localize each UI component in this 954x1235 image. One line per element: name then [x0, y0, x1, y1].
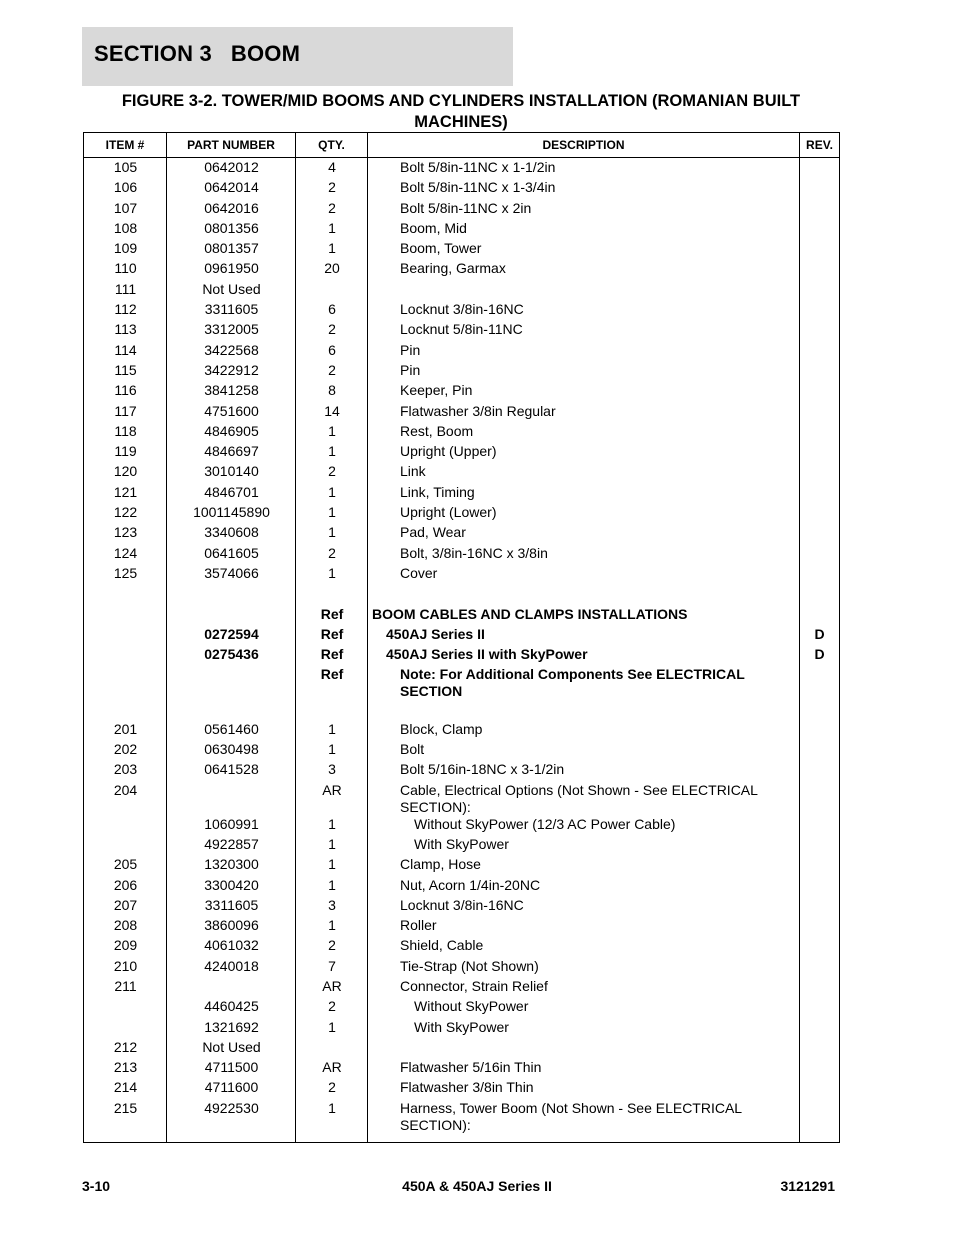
table-row [84, 179, 839, 199]
row-rev [800, 816, 839, 836]
row-rev [800, 856, 839, 876]
row-item-number: 120 [113, 463, 138, 480]
row-rev [800, 382, 839, 402]
row-item-number [84, 998, 167, 1018]
row-description: Note: For Additional Components See ELECTRICAL SECTION [400, 666, 745, 700]
row-rev [800, 741, 839, 761]
row-description: Flatwasher 3/8in Thin [400, 1079, 534, 1096]
row-qty: 1 [328, 564, 336, 581]
row-description: Bolt, 3/8in-16NC x 3/8in [400, 544, 548, 561]
row-qty [296, 585, 368, 605]
row-qty: 8 [328, 382, 336, 399]
row-item-number: 215 [113, 1099, 138, 1116]
table-row [84, 342, 839, 362]
row-part-number: 0272594 [204, 625, 259, 642]
row-qty: 2 [328, 544, 336, 561]
row-rev [800, 524, 839, 544]
row-item-number: 212 [113, 1038, 138, 1055]
table-row [84, 1059, 839, 1079]
row-rev [800, 666, 839, 700]
row-item-number: 208 [113, 917, 138, 934]
row-part-number: 0642016 [204, 199, 259, 216]
row-description: Upright (Upper) [400, 443, 497, 460]
row-qty: 7 [328, 957, 336, 974]
row-description: Link [400, 463, 426, 480]
footer-page-number: 3-10 [82, 1178, 111, 1194]
row-part-number: 1060991 [204, 815, 259, 832]
row-description [368, 585, 800, 605]
row-description: Rest, Boom [400, 422, 474, 439]
row-rev [800, 606, 839, 626]
row-part-number: 3010140 [204, 463, 259, 480]
row-rev [800, 700, 839, 720]
row-rev [800, 937, 839, 957]
row-item-number: 209 [113, 937, 138, 954]
table-row [84, 524, 839, 544]
row-part-number [167, 666, 296, 700]
row-rev [800, 1059, 839, 1079]
row-qty: 1 [328, 504, 336, 521]
row-item-number: 112 [114, 301, 137, 318]
row-rev [800, 362, 839, 382]
row-item-number: 202 [113, 741, 138, 758]
row-part-number: 0961950 [204, 260, 259, 277]
row-description: 450AJ Series II [386, 625, 485, 642]
table-row [84, 937, 839, 957]
row-part-number: 0642012 [204, 159, 259, 175]
row-qty: 2 [328, 937, 336, 954]
row-item-number: 203 [113, 761, 138, 778]
footer-model: 450A & 450AJ Series II [402, 1178, 552, 1194]
row-item-number: 115 [114, 361, 137, 378]
row-item-number: 110 [114, 260, 137, 277]
row-part-number: 0630498 [204, 741, 259, 758]
row-item-number [84, 666, 167, 700]
row-part-number: 0641605 [204, 544, 259, 561]
row-rev [800, 260, 839, 280]
row-item-number [84, 646, 167, 666]
row-item-number: 121 [113, 483, 138, 500]
table-row [84, 545, 839, 565]
row-rev [800, 443, 839, 463]
row-rev [800, 585, 839, 605]
row-part-number: 0561460 [204, 720, 259, 737]
row-qty: 1 [328, 720, 336, 737]
row-item-number: 119 [114, 443, 137, 460]
row-part-number: 3574066 [204, 564, 259, 581]
row-item-number: 113 [114, 321, 137, 338]
table-row [84, 877, 839, 897]
row-part-number: 4240018 [204, 957, 259, 974]
table-row [84, 816, 839, 836]
figure-title: FIGURE 3-2. TOWER/MID BOOMS AND CYLINDERS INSTALLATION (ROMANIAN BUILT MACHINES) [121, 92, 801, 131]
row-rev [800, 301, 839, 321]
row-item-number: 118 [114, 422, 137, 439]
row-part-number [167, 585, 296, 605]
row-rev [800, 545, 839, 565]
row-item-number [84, 1019, 167, 1039]
row-item-number [84, 585, 167, 605]
row-description: Upright (Lower) [400, 504, 497, 521]
row-part-number: 3422912 [204, 361, 259, 378]
row-part-number: 4846905 [204, 422, 259, 439]
row-description: With SkyPower [414, 835, 509, 852]
row-rev [800, 281, 839, 301]
table-row [84, 463, 839, 483]
row-description: Link, Timing [400, 483, 475, 500]
row-qty: 2 [328, 361, 336, 378]
row-item-number: 123 [113, 524, 138, 541]
row-part-number [167, 782, 296, 816]
row-item-number: 106 [113, 179, 138, 196]
row-item-number: 116 [114, 382, 137, 399]
table-row [84, 1039, 839, 1059]
row-rev [800, 782, 839, 816]
row-item-number: 108 [113, 219, 138, 236]
row-rev [800, 159, 839, 179]
section-header [82, 27, 513, 86]
row-description: Flatwasher 3/8in Regular [400, 402, 556, 419]
row-qty: Ref [320, 666, 344, 683]
row-qty: 14 [324, 402, 340, 419]
table-row [84, 200, 839, 220]
row-description: Bolt 5/8in-11NC x 1-1/2in [400, 159, 556, 175]
row-item-number: 105 [113, 159, 138, 175]
row-description: Locknut 3/8in-16NC [400, 896, 524, 913]
row-item-number [84, 626, 167, 646]
row-description: Shield, Cable [400, 937, 484, 954]
row-description: Bearing, Garmax [400, 260, 506, 277]
parts-table [83, 132, 840, 1143]
row-qty: 1 [328, 240, 336, 257]
row-part-number: 3300420 [204, 876, 259, 893]
row-description: Bolt 5/8in-11NC x 1-3/4in [400, 179, 556, 196]
row-item-number: 117 [114, 402, 137, 419]
row-description: Roller [400, 917, 437, 934]
table-header [84, 133, 839, 158]
table-row [84, 958, 839, 978]
row-part-number: 1320300 [204, 856, 259, 873]
row-description: Bolt [400, 741, 425, 758]
row-qty: 1 [328, 741, 336, 758]
row-item-number: 125 [113, 564, 138, 581]
row-description: Boom, Mid [400, 219, 467, 236]
row-qty: 1 [328, 422, 336, 439]
table-row [84, 917, 839, 937]
row-rev [800, 403, 839, 423]
row-qty: 3 [328, 896, 336, 913]
table-row [84, 897, 839, 917]
row-description: Without SkyPower [414, 998, 529, 1015]
row-qty: 1 [328, 917, 336, 934]
row-description: Cover [400, 564, 438, 581]
row-description: Harness, Tower Boom (Not Shown - See ELECTRICAL SECTION): [400, 1099, 742, 1133]
row-description: Block, Clamp [400, 720, 483, 737]
row-qty: 2 [328, 463, 336, 480]
row-qty: 2 [328, 179, 336, 196]
row-rev [800, 958, 839, 978]
header-qty: QTY. [296, 133, 368, 157]
row-description: Keeper, Pin [400, 382, 473, 399]
header-part-number: PART NUMBER [167, 133, 296, 157]
row-qty [296, 281, 368, 301]
table-row [84, 443, 839, 463]
row-qty [296, 1039, 368, 1059]
row-qty: 6 [328, 301, 336, 318]
row-qty: 1 [328, 856, 336, 873]
table-row [84, 978, 839, 998]
row-item-number: 114 [114, 341, 137, 358]
row-qty [296, 700, 368, 720]
row-rev [800, 321, 839, 341]
row-description: Tie-Strap (Not Shown) [400, 957, 539, 974]
table-row [84, 403, 839, 423]
row-item-number: 214 [113, 1079, 138, 1096]
row-item-number: 201 [113, 720, 138, 737]
row-description [368, 281, 800, 301]
table-row [84, 220, 839, 240]
row-description: Boom, Tower [400, 240, 482, 257]
row-qty: 6 [328, 341, 336, 358]
table-row [84, 606, 839, 626]
row-rev [800, 463, 839, 483]
row-item-number [84, 836, 167, 856]
row-rev [800, 917, 839, 937]
row-part-number: 3311605 [204, 896, 259, 913]
table-row [84, 626, 839, 646]
row-rev [800, 897, 839, 917]
row-description: Connector, Strain Relief [400, 977, 548, 994]
row-item-number: 122 [113, 504, 138, 521]
row-rev [800, 721, 839, 741]
row-part-number: 3860096 [204, 917, 259, 934]
table-row [84, 321, 839, 341]
row-item-number: 109 [113, 240, 138, 257]
row-rev [800, 1039, 839, 1059]
row-description: Locknut 3/8in-16NC [400, 301, 524, 318]
row-description: Without SkyPower (12/3 AC Power Cable) [414, 815, 676, 832]
row-item-number [84, 606, 167, 626]
row-description: Clamp, Hose [400, 856, 481, 873]
row-qty: 1 [328, 219, 336, 236]
table-row [84, 159, 839, 179]
row-description: Pin [400, 361, 421, 378]
row-rev [800, 877, 839, 897]
row-rev [800, 484, 839, 504]
header-rev: REV. [806, 138, 833, 152]
row-part-number: 1321692 [204, 1018, 259, 1035]
row-rev [800, 423, 839, 443]
table-row [84, 504, 839, 524]
row-rev [800, 978, 839, 998]
row-rev [800, 565, 839, 585]
row-part-number: 4846697 [204, 443, 259, 460]
table-row [84, 281, 839, 301]
row-part-number: 4846701 [204, 483, 259, 500]
row-rev [800, 240, 839, 260]
row-part-number: Not Used [202, 280, 261, 297]
row-rev [800, 342, 839, 362]
row-part-number: 3422568 [204, 341, 259, 358]
row-part-number [167, 978, 296, 998]
table-row [84, 260, 839, 280]
row-item-number: 210 [113, 957, 138, 974]
row-description: Bolt 5/16in-18NC x 3-1/2in [400, 761, 565, 778]
row-part-number: 4061032 [204, 937, 259, 954]
row-description: 450AJ Series II with SkyPower [386, 646, 588, 663]
row-part-number [167, 606, 296, 626]
row-part-number: 3841258 [204, 382, 259, 399]
row-part-number: 4751600 [204, 402, 259, 419]
row-description: BOOM CABLES AND CLAMPS INSTALLATIONS [372, 605, 688, 622]
row-part-number: 0801357 [204, 240, 259, 257]
row-qty: Ref [320, 646, 344, 663]
section-title: SECTION 3 BOOM [94, 41, 301, 66]
table-row [84, 484, 839, 504]
table-row [84, 998, 839, 1018]
row-description [368, 700, 800, 720]
row-description: With SkyPower [414, 1018, 509, 1035]
row-qty: 1 [328, 835, 336, 852]
row-rev: D [814, 646, 825, 663]
row-item-number [84, 700, 167, 720]
row-rev [800, 998, 839, 1018]
table-row [84, 362, 839, 382]
row-qty: 2 [328, 1079, 336, 1096]
row-description [368, 1039, 800, 1059]
table-row [84, 666, 839, 700]
footer-doc-number: 3121291 [780, 1178, 835, 1194]
row-qty: 2 [328, 321, 336, 338]
row-rev [800, 1019, 839, 1039]
row-rev [800, 200, 839, 220]
row-description: Nut, Acorn 1/4in-20NC [400, 876, 541, 893]
row-qty: 1 [328, 483, 336, 500]
table-body [84, 159, 839, 1134]
table-row [84, 782, 839, 816]
row-part-number: 0801356 [204, 219, 259, 236]
table-row [84, 585, 839, 605]
table-row [84, 240, 839, 260]
row-description: Pin [400, 341, 421, 358]
table-row [84, 1019, 839, 1039]
table-row [84, 565, 839, 585]
table-row [84, 721, 839, 741]
row-rev: D [814, 625, 825, 642]
row-qty: 2 [328, 199, 336, 216]
row-part-number: 1001145890 [193, 504, 270, 521]
row-qty: 2 [328, 998, 336, 1015]
row-part-number: 3311605 [204, 301, 259, 318]
row-part-number: 4922857 [204, 835, 259, 852]
row-description: Locknut 5/8in-11NC [400, 321, 523, 338]
row-qty: AR [322, 977, 342, 994]
row-part-number [167, 700, 296, 720]
row-qty: 1 [328, 524, 336, 541]
row-item-number: 211 [114, 977, 137, 994]
row-description: Bolt 5/8in-11NC x 2in [400, 199, 532, 216]
table-row [84, 856, 839, 876]
row-part-number: 0641528 [204, 761, 259, 778]
header-item: ITEM # [84, 133, 167, 157]
table-row [84, 741, 839, 761]
row-qty: 1 [328, 1018, 336, 1035]
row-qty: 4 [328, 159, 336, 175]
table-row [84, 700, 839, 720]
row-qty: Ref [320, 605, 344, 622]
table-row [84, 423, 839, 443]
table-row [84, 646, 839, 666]
row-qty: 3 [328, 761, 336, 778]
row-description: Cable, Electrical Options (Not Shown - See ELECTRICAL SECTION): [400, 781, 758, 815]
table-row [84, 761, 839, 781]
row-qty: AR [322, 1059, 342, 1076]
table-row [84, 301, 839, 321]
row-rev [800, 836, 839, 856]
row-part-number: 3312005 [204, 321, 259, 338]
row-rev [800, 220, 839, 240]
row-item-number: 207 [113, 896, 138, 913]
row-description: Pad, Wear [400, 524, 466, 541]
row-rev [800, 1100, 839, 1134]
row-qty: AR [322, 781, 342, 798]
row-qty: 1 [328, 1099, 336, 1116]
table-row [84, 1100, 839, 1134]
row-rev [800, 1079, 839, 1099]
row-qty: 1 [328, 876, 336, 893]
row-item-number: 205 [113, 856, 138, 873]
row-description: Flatwasher 5/16in Thin [400, 1059, 542, 1076]
row-part-number: 4460425 [204, 998, 259, 1015]
row-qty: 1 [328, 815, 336, 832]
row-item-number: 124 [113, 544, 138, 561]
row-rev [800, 504, 839, 524]
row-item-number: 206 [113, 876, 138, 893]
row-item-number: 111 [114, 280, 137, 297]
row-item-number: 204 [113, 781, 138, 798]
row-item-number [84, 816, 167, 836]
row-part-number: Not Used [202, 1038, 261, 1055]
row-qty: 1 [328, 443, 336, 460]
row-part-number: 3340608 [204, 524, 259, 541]
row-item-number: 213 [113, 1059, 138, 1076]
row-part-number: 0642014 [204, 179, 259, 196]
row-qty: Ref [320, 625, 344, 642]
row-part-number: 4711500 [204, 1059, 259, 1076]
table-row [84, 1079, 839, 1099]
row-part-number: 4922530 [204, 1099, 259, 1116]
row-item-number: 107 [113, 199, 138, 216]
table-row [84, 382, 839, 402]
table-row [84, 836, 839, 856]
row-qty: 20 [324, 260, 340, 277]
row-part-number: 0275436 [204, 646, 259, 663]
header-description: DESCRIPTION [368, 133, 800, 157]
row-part-number: 4711600 [204, 1079, 259, 1096]
row-rev [800, 179, 839, 199]
row-rev [800, 761, 839, 781]
